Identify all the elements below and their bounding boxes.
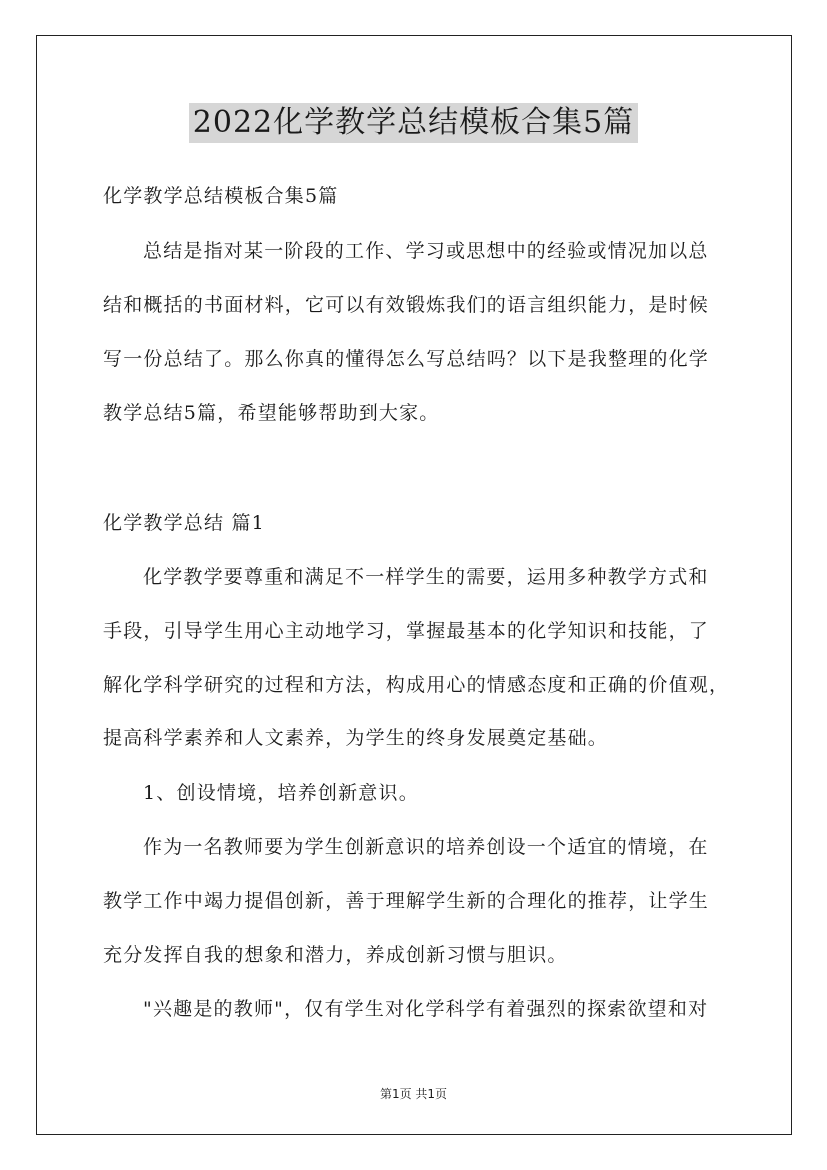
section-line-4: 提高科学素养和人文素养，为学生的终身发展奠定基础。 [103, 727, 609, 749]
section-line-2: 手段，引导学生用心主动地学习，掌握最基本的化学知识和技能，了 [103, 620, 710, 642]
last-line: "兴趣是的教师"，仅有学生对化学科学有着强烈的探索欲望和对 [143, 998, 709, 1020]
title-container [0, 103, 827, 143]
intro-line-1: 总结是指对某一阶段的工作、学习或思想中的经验或情况加以总 [143, 240, 709, 262]
point-1-heading: 1、创设情境，培养创新意识。 [143, 782, 419, 804]
section-heading: 化学教学总结 篇1 [103, 512, 265, 534]
point-1-line-2: 教学工作中竭力提倡创新，善于理解学生新的合理化的推荐，让学生 [103, 890, 710, 912]
point-1-line-3: 充分发挥自我的想象和潜力，养成创新习惯与胆识。 [103, 944, 568, 966]
intro-line-2: 结和概括的书面材料，它可以有效锻炼我们的语言组织能力，是时候 [103, 294, 710, 316]
intro-line-3: 写一份总结了。那么你真的懂得怎么写总结吗？以下是我整理的化学 [103, 348, 710, 370]
point-1-line-1: 作为一名教师要为学生创新意识的培养创设一个适宜的情境，在 [143, 836, 709, 858]
section-line-3: 解化学科学研究的过程和方法，构成用心的情感态度和正确的价值观， [103, 674, 730, 696]
intro-line-4: 教学总结5篇，希望能够帮助到大家。 [103, 402, 440, 424]
page-footer: 第1页 共1页 [379, 1087, 448, 1101]
document-title: 2022化学教学总结模板合集5篇 [189, 103, 638, 143]
subtitle: 化学教学总结模板合集5篇 [103, 185, 339, 207]
section-line-1: 化学教学要尊重和满足不一样学生的需要，运用多种教学方式和 [143, 566, 709, 588]
